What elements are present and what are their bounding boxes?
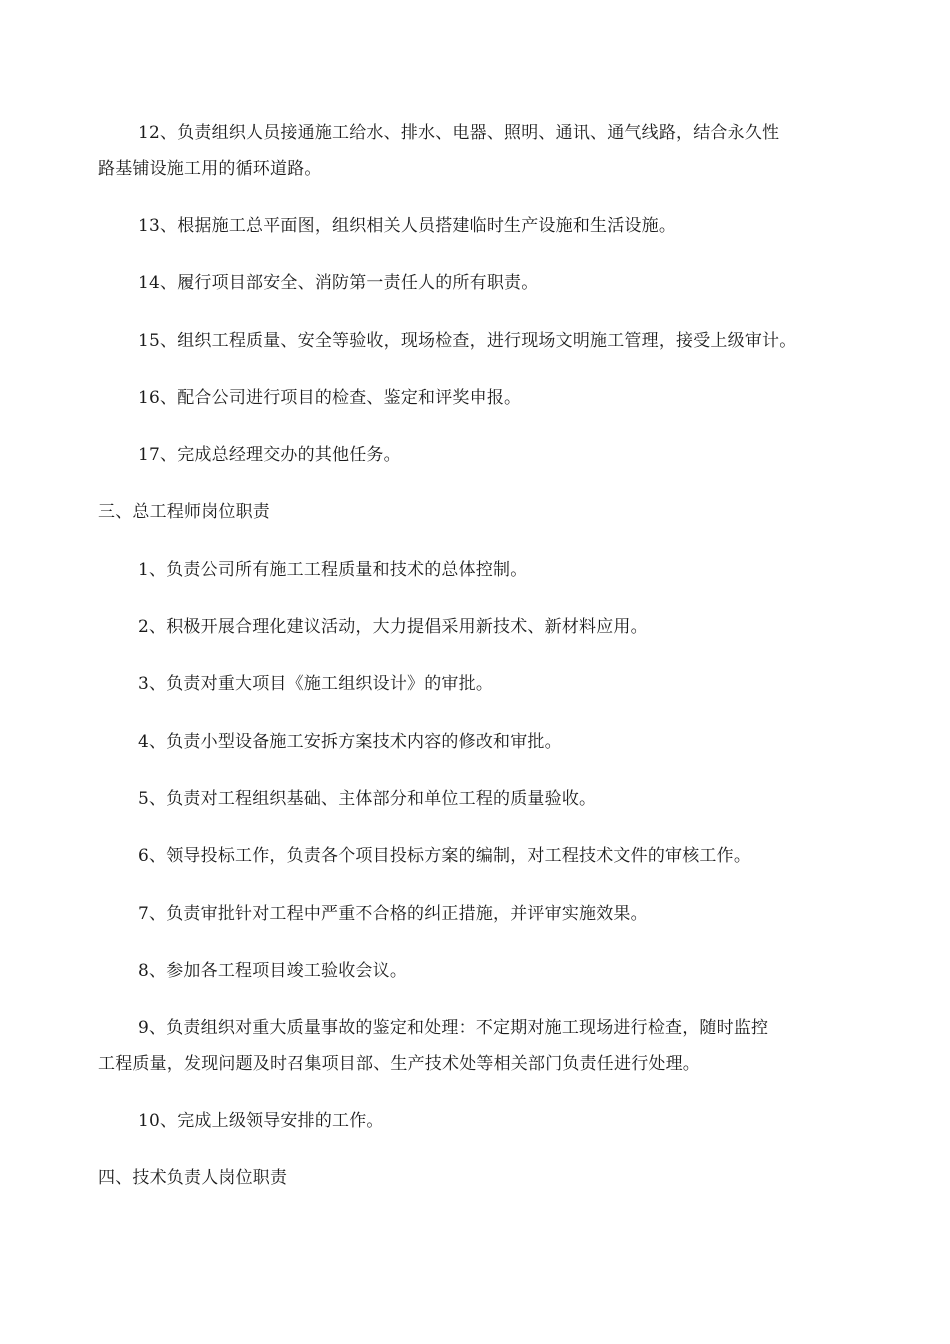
section-3-item-5: 5、负责对工程组织基础、主体部分和单位工程的质量验收。 [138,789,597,809]
paragraph-17: 17、完成总经理交办的其他任务。 [138,445,401,465]
section-3-item-7: 7、负责审批针对工程中严重不合格的纠正措施，并评审实施效果。 [138,904,648,924]
section-heading-4: 四、技术负责人岗位职责 [98,1168,288,1188]
paragraph-16: 16、配合公司进行项目的检查、鉴定和评奖申报。 [138,388,522,408]
section-3-item-3: 3、负责对重大项目《施工组织设计》的审批。 [138,674,494,694]
section-3-item-6: 6、领导投标工作，负责各个项目投标方案的编制，对工程技术文件的审核工作。 [138,846,752,866]
paragraph-14: 14、履行项目部安全、消防第一责任人的所有职责。 [138,273,539,293]
paragraph-15: 15、组织工程质量、安全等验收，现场检查，进行现场文明施工管理，接受上级审计。 [138,331,797,351]
section-3-item-8: 8、参加各工程项目竣工验收会议。 [138,961,408,981]
section-3-item-9-line-2: 工程质量，发现问题及时召集项目部、生产技术处等相关部门负责任进行处理。 [98,1054,700,1074]
section-3-item-10: 10、完成上级领导安排的工作。 [138,1111,384,1131]
paragraph-13: 13、根据施工总平面图，组织相关人员搭建临时生产设施和生活设施。 [138,216,677,236]
paragraph-12-line-1: 12、负责组织人员接通施工给水、排水、电器、照明、通讯、通气线路，结合永久性 [138,123,780,143]
paragraph-12-line-2: 路基铺设施工用的循环道路。 [98,159,322,179]
section-3-item-4: 4、负责小型设备施工安拆方案技术内容的修改和审批。 [138,732,562,752]
section-3-item-9-line-1: 9、负责组织对重大质量事故的鉴定和处理：不定期对施工现场进行检查，随时监控 [138,1018,769,1038]
section-3-item-2: 2、积极开展合理化建议活动，大力提倡采用新技术、新材料应用。 [138,617,648,637]
section-heading-3: 三、总工程师岗位职责 [98,502,270,522]
section-3-item-1: 1、负责公司所有施工工程质量和技术的总体控制。 [138,560,528,580]
